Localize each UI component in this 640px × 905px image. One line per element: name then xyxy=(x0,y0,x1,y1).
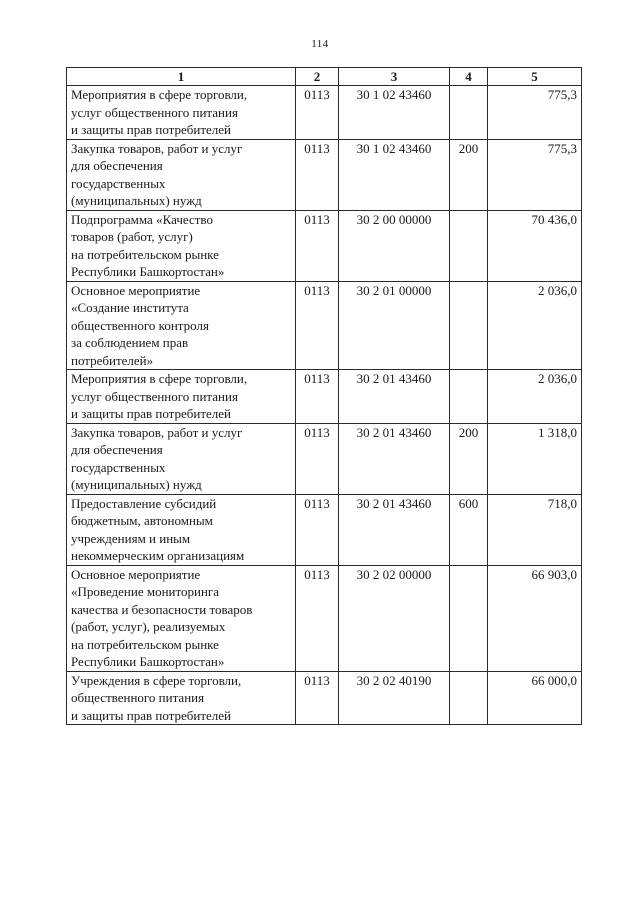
cell-name-line: государственных xyxy=(71,459,166,475)
cell-target-code: 30 1 02 43460 xyxy=(339,139,450,210)
page-number: 114 xyxy=(311,38,329,50)
cell-target-code: 30 2 02 00000 xyxy=(339,565,450,671)
cell-amount: 775,3 xyxy=(488,86,582,140)
cell-name-line: государственных xyxy=(71,175,166,191)
cell-section: 0113 xyxy=(296,370,339,424)
cell-expense-type xyxy=(450,565,488,671)
cell-name-line: Основное мероприятие xyxy=(71,566,201,582)
cell-expense-type xyxy=(450,86,488,140)
cell-name-line: некоммерческим организациям xyxy=(71,548,245,563)
cell-target-code: 30 2 01 43460 xyxy=(339,370,450,424)
cell-name-line: Мероприятия в сфере торговли, xyxy=(71,87,248,102)
column-header-amount: 5 xyxy=(488,68,582,86)
cell-name-line: Мероприятия в сфере торговли, xyxy=(71,371,248,386)
cell-target-code: 30 2 00 00000 xyxy=(339,210,450,281)
cell-name-line: и защиты прав потребителей xyxy=(71,406,231,421)
cell-expense-type xyxy=(450,210,488,281)
cell-name-line: «Создание института xyxy=(71,300,189,315)
cell-amount: 2 036,0 xyxy=(488,281,582,370)
cell-name-line: Закупка товаров, работ и услуг xyxy=(71,140,243,156)
cell-target-code: 30 2 01 43460 xyxy=(339,423,450,494)
cell-target-code: 30 2 01 43460 xyxy=(339,494,450,565)
cell-expense-type: 200 xyxy=(450,423,488,494)
cell-section: 0113 xyxy=(296,671,339,725)
cell-section: 0113 xyxy=(296,281,339,370)
cell-name-line: на потребительском рынке xyxy=(71,636,219,652)
cell-name xyxy=(67,139,296,210)
cell-name-line: и защиты прав потребителей xyxy=(71,122,231,137)
cell-expense-type: 600 xyxy=(450,494,488,565)
cell-target-code: 30 1 02 43460 xyxy=(339,86,450,140)
cell-amount: 2 036,0 xyxy=(488,370,582,424)
cell-amount: 66 000,0 xyxy=(488,671,582,725)
table-header-row xyxy=(67,68,582,86)
column-header-section: 2 xyxy=(296,68,339,86)
cell-name-line: Учреждения в сфере торговли, xyxy=(71,672,242,688)
cell-name-line: для обеспечения xyxy=(71,158,163,173)
budget-table xyxy=(66,67,582,725)
cell-amount: 775,3 xyxy=(488,139,582,210)
column-header-name: 1 xyxy=(67,68,296,86)
table-row xyxy=(67,370,582,424)
cell-name-line: Основное мероприятие xyxy=(71,282,201,298)
cell-name-line: «Проведение мониторинга xyxy=(71,584,220,599)
table-row xyxy=(67,565,582,671)
cell-amount: 1 318,0 xyxy=(488,423,582,494)
table-row xyxy=(67,210,582,281)
cell-name-line: (муниципальных) нужд xyxy=(71,193,202,208)
cell-name xyxy=(67,86,296,140)
cell-name-line: Подпрограмма «Качество xyxy=(71,211,213,227)
cell-name xyxy=(67,671,296,725)
table-row xyxy=(67,139,582,210)
cell-name-line: и защиты прав потребителей xyxy=(71,707,231,723)
cell-amount: 718,0 xyxy=(488,494,582,565)
cell-target-code: 30 2 01 00000 xyxy=(339,281,450,370)
cell-name xyxy=(67,423,296,494)
cell-name-line: (работ, услуг), реализуемых xyxy=(71,619,226,634)
cell-amount: 70 436,0 xyxy=(488,210,582,281)
cell-name-line: потребителей» xyxy=(71,352,154,368)
cell-name xyxy=(67,565,296,671)
cell-section: 0113 xyxy=(296,210,339,281)
cell-expense-type xyxy=(450,671,488,725)
cell-amount: 66 903,0 xyxy=(488,565,582,671)
cell-name-line: качества и безопасности товаров xyxy=(71,601,253,617)
cell-name xyxy=(67,281,296,370)
column-header-expense-type: 4 xyxy=(450,68,488,86)
cell-name-line: общественного контроля xyxy=(71,317,209,333)
cell-section: 0113 xyxy=(296,494,339,565)
cell-name-line: услуг общественного питания xyxy=(71,104,238,120)
cell-expense-type: 200 xyxy=(450,139,488,210)
table-row xyxy=(67,423,582,494)
cell-name-line: Республики Башкортостан» xyxy=(71,264,225,279)
cell-name-line: для обеспечения xyxy=(71,442,163,457)
cell-target-code: 30 2 02 40190 xyxy=(339,671,450,725)
cell-name-line: на потребительском рынке xyxy=(71,246,219,262)
cell-name-line: за соблюдением прав xyxy=(71,335,189,350)
table-body xyxy=(67,86,582,725)
cell-name xyxy=(67,210,296,281)
cell-expense-type xyxy=(450,281,488,370)
cell-name-line: бюджетным, автономным xyxy=(71,513,213,528)
cell-name-line: общественного питания xyxy=(71,690,205,705)
cell-name-line: услуг общественного питания xyxy=(71,388,238,404)
table-row xyxy=(67,281,582,370)
cell-name-line: Предоставление субсидий xyxy=(71,495,217,511)
cell-section: 0113 xyxy=(296,423,339,494)
table-row xyxy=(67,494,582,565)
cell-name-line: товаров (работ, услуг) xyxy=(71,229,193,244)
column-header-target-code: 3 xyxy=(339,68,450,86)
cell-name-line: (муниципальных) нужд xyxy=(71,477,202,492)
cell-section: 0113 xyxy=(296,139,339,210)
cell-expense-type xyxy=(450,370,488,424)
cell-section: 0113 xyxy=(296,86,339,140)
cell-name-line: Закупка товаров, работ и услуг xyxy=(71,424,243,440)
table-row xyxy=(67,671,582,725)
table-row xyxy=(67,86,582,140)
cell-section: 0113 xyxy=(296,565,339,671)
cell-name-line: Республики Башкортостан» xyxy=(71,654,225,669)
cell-name-line: учреждениям и иным xyxy=(71,530,191,546)
cell-name xyxy=(67,370,296,424)
cell-name xyxy=(67,494,296,565)
